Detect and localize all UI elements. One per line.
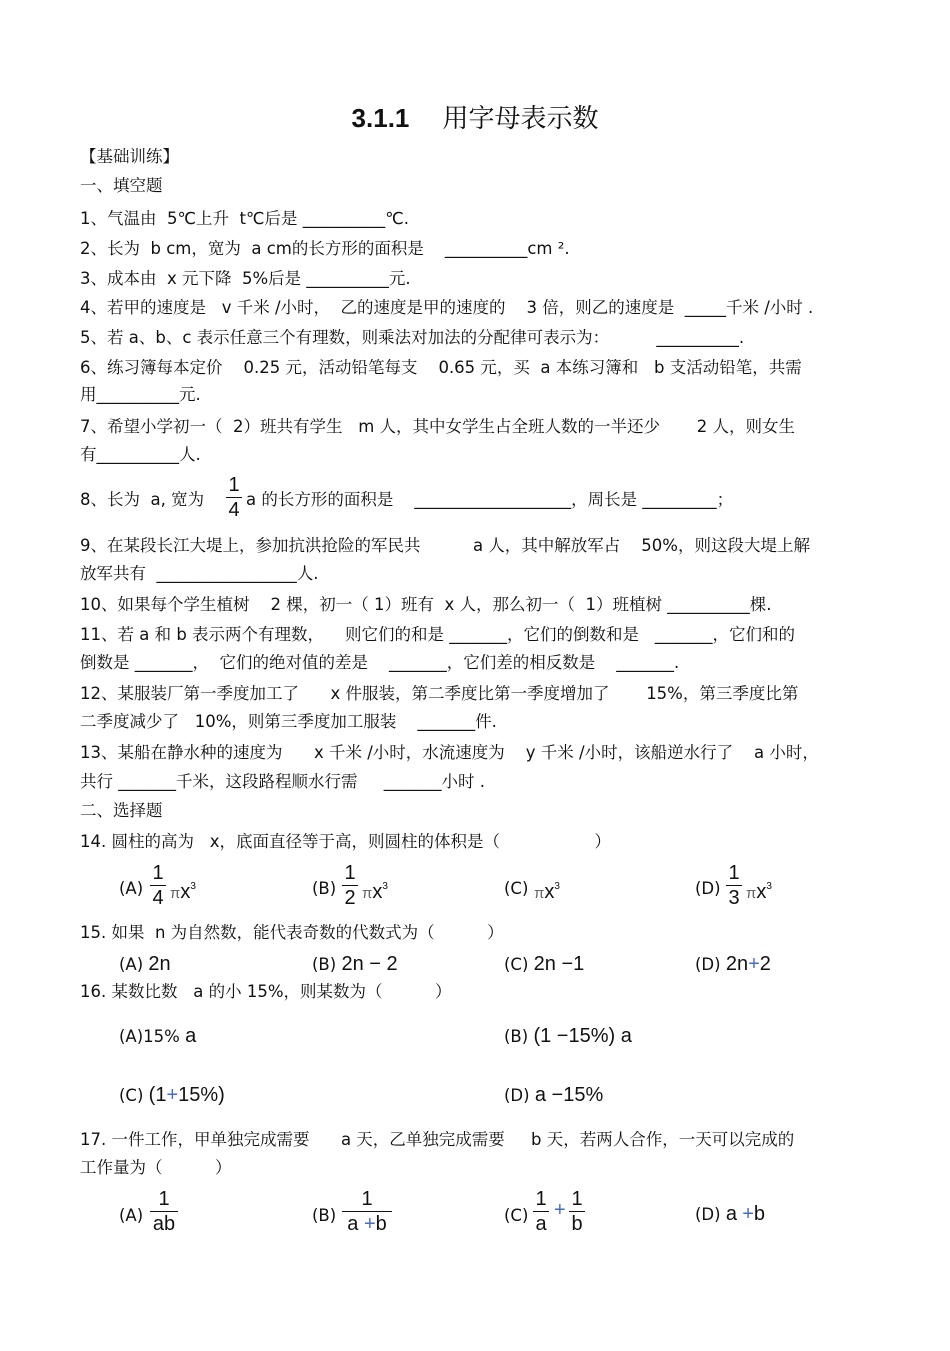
option-expression: a: [185, 1025, 197, 1047]
question-15: 15. 如果 n 为自然数，能代表奇数的代数式为（ ）: [80, 923, 504, 942]
option-expression: (1: [148, 1084, 167, 1106]
q14-option-b-fraction: [342, 862, 358, 909]
q14-option-b-label: (B): [312, 879, 337, 898]
fraction-denominator: 2: [344, 887, 356, 909]
q16-option-b: [504, 1025, 632, 1048]
q14-option-b-term: [362, 876, 388, 905]
question-12-line-2: 二季度减少了 10%，则第三季度加工服装 _______件.: [80, 712, 497, 731]
option-label: (D): [504, 1086, 530, 1105]
denominator-term: b: [375, 1213, 387, 1235]
question-1: 1、气温由 5℃上升 t℃后是 __________℃.: [80, 209, 410, 228]
q17-option-c-fraction-2: [569, 1188, 585, 1235]
q14-option-c-label: (C): [504, 879, 529, 898]
q15-option-d: [695, 953, 771, 976]
question-7-line-1: 7、希望小学初一（ 2）班共有学生 m 人，其中女学生占全班人数的一半还少 2 人，则女生: [80, 417, 795, 436]
question-14: 14. 圆柱的高为 x，底面直径等于高，则圆柱的体积是（ ）: [80, 832, 611, 851]
q14-option-c-term: [534, 876, 560, 905]
question-17-line-1: 17. 一件工作，甲单独完成需要 a 天，乙单独完成需要 b 天，若两人合作，一天可以完成的: [80, 1130, 795, 1149]
option-label: (C): [504, 955, 529, 974]
option-label: (B): [504, 1027, 529, 1046]
question-6-line-1: 6、练习簿每本定价 0.25 元，活动铅笔每支 0.65 元，买 a 本练习簿和 b 支活动铅笔，共需: [80, 358, 802, 377]
fraction-bar: [150, 1211, 178, 1212]
q14-option-a-label: (A): [119, 879, 144, 898]
question-13-line-1: 13、某船在静水种的速度为 x 千米 /小时，水流速度为 y 千米 /小时，该船逆水行了 a 小时，: [80, 743, 819, 762]
question-9-line-1: 9、在某段长江大堤上，参加抗洪抢险的军民共 a 人，其中解放军占 50%，则这段大堤上解: [80, 536, 810, 555]
fraction-numerator: 1: [571, 1188, 583, 1210]
question-5: 5、若 a、b、c 表示任意三个有理数，则乘法对加法的分配律可表示为： __________.: [80, 328, 745, 347]
q17-option-c-fraction-1: [533, 1188, 549, 1235]
fraction-bar: [569, 1211, 585, 1212]
q17-option-a-label: (A): [119, 1206, 144, 1225]
variable: x: [372, 881, 383, 903]
question-8-prefix: 8、长为 a, 宽为: [80, 490, 205, 509]
plus-sign: +: [742, 1203, 754, 1225]
plus-sign: +: [748, 953, 760, 975]
option-label: (C): [119, 1086, 144, 1105]
q17-option-c-label: (C): [504, 1206, 529, 1225]
question-11-line-2: 倒数是 _______， 它们的绝对值的差是 _______，它们差的相反数是 _______.: [80, 653, 680, 672]
option-expression: (1 −15%) a: [533, 1025, 632, 1047]
q17-option-b-label: (B): [312, 1206, 337, 1225]
denominator-term: a: [347, 1213, 359, 1235]
q17-option-b-fraction: [342, 1188, 392, 1235]
option-expression-tail: 2: [759, 953, 771, 975]
question-4: 4、若甲的速度是 v 千米 /小时， 乙的速度是甲的速度的 3 倍，则乙的速度是 _____千米 /小时 .: [80, 298, 814, 317]
fraction-denominator: a: [535, 1213, 547, 1235]
fraction-denominator: 4: [152, 887, 164, 909]
option-label: (D): [695, 955, 721, 974]
variable: x: [544, 881, 555, 903]
question-12-line-1: 12、某服装厂第一季度加工了 x 件服装，第二季度比第一季度增加了 15%，第三季度比第: [80, 684, 799, 703]
pi-symbol: π: [746, 885, 757, 902]
question-13-line-2: 共行 _______千米，这段路程顺水行需 _______小时 .: [80, 772, 485, 791]
variable: x: [180, 881, 191, 903]
option-expression: 2n − 2: [341, 953, 398, 975]
question-9-line-2: 放军共有 _________________人.: [80, 564, 319, 583]
exponent: 3: [382, 881, 388, 892]
fraction-bar: [342, 885, 358, 886]
fraction-denominator: 4: [228, 499, 240, 521]
pi-symbol: π: [170, 885, 181, 902]
question-17-line-2: 工作量为（ ）: [80, 1158, 232, 1177]
q16-option-d: [504, 1084, 603, 1107]
fraction-numerator: 1: [158, 1188, 170, 1210]
q16-option-a: [119, 1025, 196, 1048]
section-multiple-choice: 二、选择题: [80, 801, 163, 820]
q17-option-c-plus: +: [554, 1199, 566, 1221]
option-expression: 2n: [725, 953, 749, 975]
section-fill-in: 一、填空题: [80, 176, 163, 195]
q17-option-d: [695, 1203, 765, 1226]
question-16: 16. 某数比数 a 的小 15%，则某数为（ ）: [80, 982, 452, 1001]
question-6-line-2: 用__________元.: [80, 385, 201, 404]
pi-symbol: π: [534, 885, 545, 902]
option-label: (A): [119, 955, 144, 974]
pi-symbol: π: [362, 885, 373, 902]
q15-option-c: [504, 953, 584, 976]
fraction-numerator: 1: [344, 862, 356, 884]
fraction-denominator: 3: [728, 887, 740, 909]
page-title: [0, 98, 950, 135]
option-label: (A)15%: [119, 1027, 180, 1046]
option-label: (D): [695, 1205, 721, 1224]
fraction-denominator: [342, 1213, 392, 1235]
q14-option-d-fraction: [726, 862, 742, 909]
fraction-numerator: 1: [152, 862, 164, 884]
question-8-fraction: [226, 474, 242, 521]
question-3: 3、成本由 x 元下降 5%后是 __________元.: [80, 269, 411, 288]
fraction-numerator: 1: [728, 862, 740, 884]
plus-sign: +: [166, 1084, 179, 1106]
question-8-suffix: a 的长方形的面积是 ___________________，周长是 _________；: [246, 490, 734, 509]
option-expression: 2n −1: [533, 953, 585, 975]
fraction-denominator: ab: [152, 1213, 176, 1235]
fraction-numerator: 1: [535, 1188, 547, 1210]
fraction-denominator: b: [571, 1213, 583, 1235]
plus-sign: +: [363, 1213, 376, 1235]
option-expression: a −15%: [534, 1084, 604, 1106]
question-10: 10、如果每个学生植树 2 棵，初一（ 1）班有 x 人，那么初一（ 1）班植树 __________棵.: [80, 595, 772, 614]
option-expression-tail: 15%): [178, 1084, 225, 1106]
q17-option-a-fraction: [150, 1188, 178, 1235]
fraction-bar: [342, 1211, 392, 1212]
q15-option-a: [119, 953, 171, 976]
question-7-line-2: 有__________人.: [80, 445, 201, 464]
section-basic-training: 【基础训练】: [80, 147, 179, 166]
fraction-bar: [533, 1211, 549, 1212]
fraction-numerator: 1: [361, 1188, 373, 1210]
q15-option-b: [312, 953, 398, 976]
fraction-numerator: 1: [228, 474, 240, 496]
question-11-line-1: 11、若 a 和 b 表示两个有理数， 则它们的和是 _______，它们的倒数和是 _______，它们和的: [80, 625, 796, 644]
option-expression: 2n: [148, 953, 171, 975]
q14-option-d-term: [746, 876, 772, 905]
exponent: 3: [554, 881, 560, 892]
option-expression: a: [725, 1203, 737, 1225]
exponent: 3: [190, 881, 196, 892]
fraction-bar: [226, 497, 242, 498]
option-label: (B): [312, 955, 337, 974]
question-2: 2、长为 b cm，宽为 a cm的长方形的面积是 __________cm ².: [80, 239, 570, 258]
fraction-bar: [150, 885, 166, 886]
q14-option-a-term: [170, 876, 196, 905]
title-text: 用字母表示数: [442, 104, 599, 134]
variable: x: [756, 881, 767, 903]
q14-option-d-label: (D): [695, 879, 721, 898]
q16-option-c: [119, 1084, 225, 1107]
title-number: 3.1.1: [351, 103, 410, 133]
q14-option-a-fraction: [150, 862, 166, 909]
option-expression-tail: b: [753, 1203, 766, 1225]
fraction-bar: [726, 885, 742, 886]
exponent: 3: [766, 881, 772, 892]
